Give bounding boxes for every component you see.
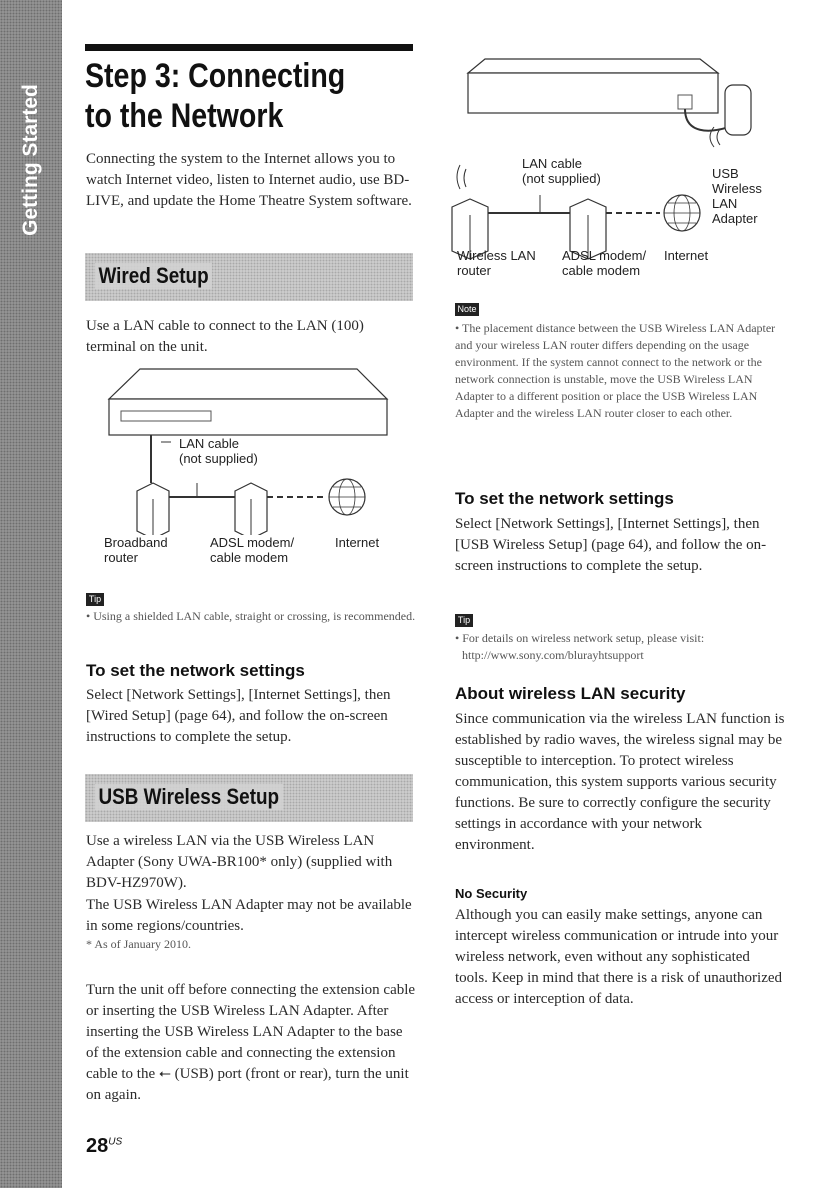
wireless-internet-label: Internet bbox=[664, 248, 709, 263]
globe-icon bbox=[329, 479, 365, 515]
wired-modem-label: ADSL modem/ cable modem bbox=[210, 535, 295, 565]
wired-internet-label: Internet bbox=[335, 535, 380, 550]
usb-text-3: Turn the unit off before connecting the extension cable or inserting the USB Wireless LAN Adapter. After inserting the USB Wireless LAN Adapter to the base of the extension cable and connecting the extension cable to the ⭠ (USB) port (front or rear), turn the unit on again. bbox=[86, 982, 416, 1103]
side-tab bbox=[0, 0, 62, 1188]
no-security-heading: No Security bbox=[455, 886, 528, 901]
unit-front bbox=[109, 399, 387, 435]
title-rule bbox=[85, 44, 413, 51]
tip-text: • Using a shielded LAN cable, straight or crossing, is recommended. bbox=[86, 609, 416, 623]
usb-adapter-label: USB Wireless LAN Adapter bbox=[712, 166, 762, 226]
page-number bbox=[86, 1135, 122, 1158]
page-number-suffix: US bbox=[108, 1136, 123, 1148]
wired-setup-banner bbox=[85, 253, 413, 301]
usb-footnote: * As of January 2010. bbox=[86, 937, 191, 951]
adsl-modem-icon bbox=[235, 483, 267, 535]
usb-text-1: Use a wireless LAN via the USB Wireless LAN Adapter (Sony UWA-BR100* only) (supplied with BDV-HZ970W). bbox=[86, 833, 393, 891]
security-heading: About wireless LAN security bbox=[455, 684, 686, 703]
wireless-unit-top bbox=[468, 59, 718, 73]
wired-setup-heading: Wired Setup bbox=[95, 263, 212, 289]
wireless-router-label: Wireless LAN router bbox=[457, 248, 536, 278]
page-number-value: 28 bbox=[86, 1135, 109, 1157]
wireless-router-icon bbox=[450, 173, 488, 259]
usb-text-2: The USB Wireless LAN Adapter may not be available in some regions/countries. bbox=[86, 897, 412, 934]
wireless-unit-front bbox=[468, 73, 718, 113]
tip2-url[interactable]: http://www.sony.com/blurayhtsupport bbox=[462, 648, 644, 662]
wired-settings-heading: To set the network settings bbox=[86, 661, 305, 680]
wireless-modem-label: ADSL modem/ cable modem bbox=[562, 248, 647, 278]
tip-badge: Tip bbox=[86, 593, 104, 606]
page-title: Step 3: Connecting to the Network bbox=[85, 57, 346, 135]
intro-text: Connecting the system to the Internet allows you to watch Internet video, listen to Internet audio, use BD-LIVE, and update the Home Theatre System software. bbox=[86, 151, 412, 209]
broadband-router-label: Broadband router bbox=[104, 535, 168, 565]
wireless-cable-note: (not supplied) bbox=[522, 171, 601, 186]
tip2-badge: Tip bbox=[455, 614, 473, 627]
no-security-text: Although you can easily make settings, anyone can intercept wireless communication or intrude into your wireless network, even without any sophisticated tools. Keep in mind that there is a risk of unauthorized access or interception of data. bbox=[455, 907, 783, 1007]
usb-setup-heading: USB Wireless Setup bbox=[95, 784, 283, 810]
note-badge: Note bbox=[455, 303, 479, 316]
note-text: • The placement distance between the USB Wireless LAN Adapter and your wireless LAN router differs depending on the usage environment. If the system cannot connect to the network or the network connection is unstable, move the USB Wireless LAN Adapter to a different position or place the USB Wireless LAN Adapter and the wireless LAN router closer to each other. bbox=[455, 321, 776, 420]
wired-diagram bbox=[95, 365, 415, 535]
router-antenna-waves bbox=[457, 165, 466, 189]
wired-settings-text: Select [Network Settings], [Internet Settings], then [Wired Setup] (page 64), and follow the on-screen instructions to complete the setup. bbox=[86, 687, 391, 745]
unit-top bbox=[109, 369, 387, 399]
tip2-text: • For details on wireless network setup, please visit: bbox=[455, 631, 705, 645]
side-tab-label: Getting Started bbox=[19, 84, 42, 236]
wired-cable-label: LAN cable bbox=[179, 436, 239, 451]
security-text: Since communication via the wireless LAN function is established by radio waves, the wireless signal may be susceptible to interception. To protect wireless communication, this system supports various security functions. Be sure to correctly configure the security settings in accordance with your network environment. bbox=[455, 711, 785, 853]
broadband-router-icon bbox=[137, 483, 169, 535]
wireless-settings-heading: To set the network settings bbox=[455, 489, 674, 508]
wired-cable-note: (not supplied) bbox=[179, 451, 258, 466]
wireless-settings-text: Select [Network Settings], [Internet Settings], then [USB Wireless Setup] (page 64), and follow the on-screen instructions to complete the setup. bbox=[455, 516, 767, 574]
usb-setup-banner bbox=[85, 774, 413, 822]
wired-setup-text: Use a LAN cable to connect to the LAN (100) terminal on the unit. bbox=[86, 318, 364, 355]
wireless-globe-icon bbox=[664, 195, 700, 231]
wireless-cable-label: LAN cable bbox=[522, 156, 582, 171]
